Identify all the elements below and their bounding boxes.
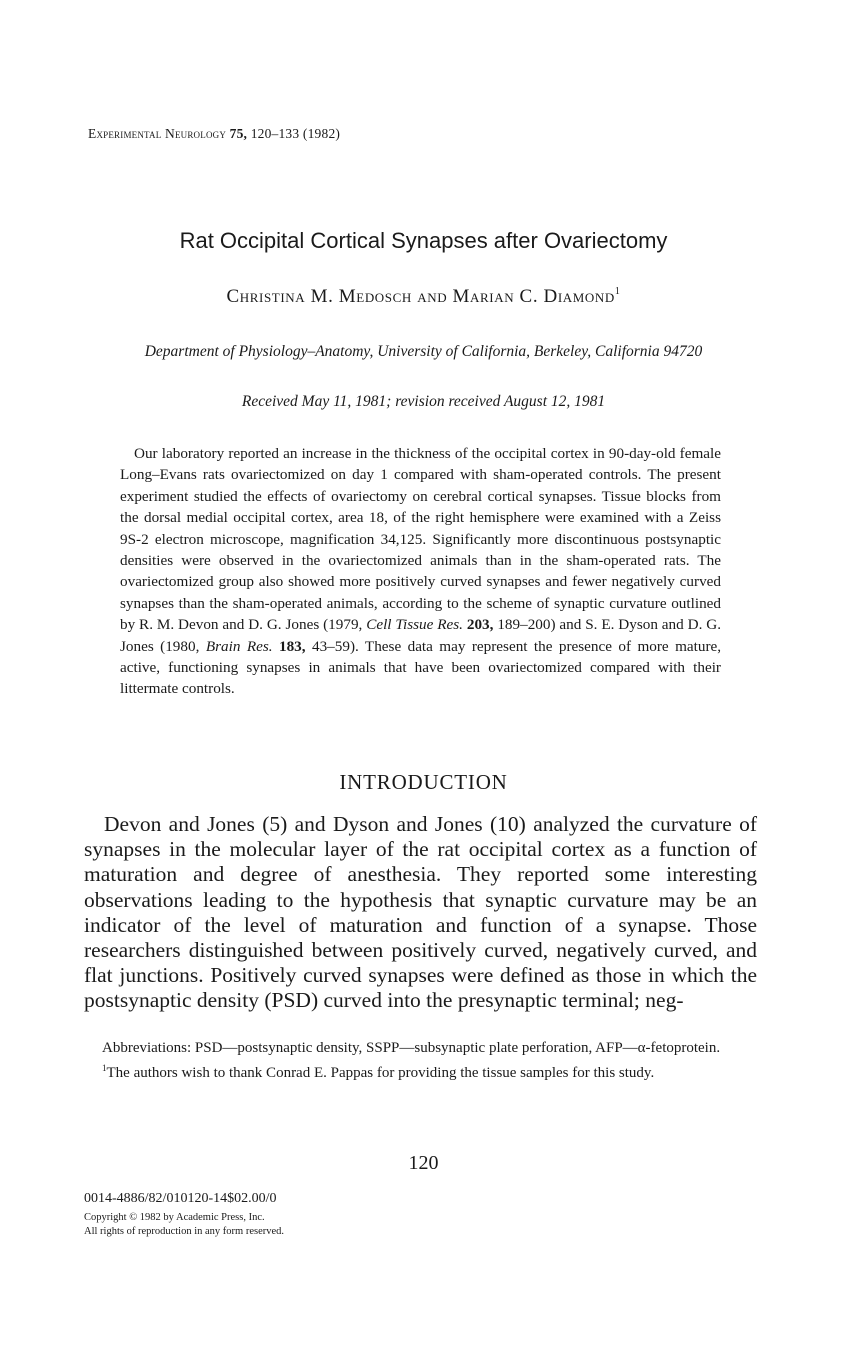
abstract-ref2-volume: 183, — [278, 637, 306, 655]
author-footnote-mark: 1 — [614, 286, 621, 297]
abstract-ref1-journal: Cell Tissue Res. — [366, 616, 463, 634]
abstract-paragraph — [120, 443, 721, 700]
page-number: 120 — [408, 1152, 439, 1174]
abstract-text-1: Our laboratory reported an increase in the thickness of the occipital cortex in 90-day-old female Long–Evans rats ovariectomized on day 1 compared with sham-operated controls. The present experiment studied the effects of ovariectomy on cerebral cortical synapses. Tissue blocks from the dorsal medial occipital cortex, area 18, of the right hemisphere were examined with a Zeiss 9S-2 electron microscope, magnification 34,125. Significantly more discontinuous postsynaptic densities were observed in the ovariectomized animals than in the sham-operated rats. The ovariectomized group also showed more positively curved synapses and fewer negatively curved synapses than the sham-operated animals, according to the scheme of synaptic curvature outlined by R. M. Devon and D. G. Jones (1979, — [120, 445, 721, 634]
article-title: Rat Occipital Cortical Synapses after Ovariectomy — [179, 228, 668, 253]
abstract — [120, 443, 721, 700]
abstract-text-3: 43–59). These data may represent the presence of more mature, active, functioning synapses in animals that have been ovariectomized compared with their littermate controls. — [120, 637, 722, 698]
author-line — [0, 286, 847, 308]
introduction-body — [84, 812, 757, 1014]
copyright-block — [84, 1211, 284, 1239]
journal-name: Experimental Neurology — [88, 126, 227, 141]
copyright-line: Copyright © 1982 by Academic Press, Inc. — [84, 1212, 265, 1223]
footnotes — [84, 1038, 757, 1083]
abstract-text-2: 189–200) and S. E. Dyson and D. G. Jones (1980, — [120, 616, 722, 655]
journal-volume: 75, — [229, 126, 248, 141]
section-heading-introduction: INTRODUCTION — [339, 770, 508, 794]
footnote-1 — [84, 1058, 757, 1083]
footnote-abbreviations: Abbreviations: PSD—postsynaptic density, SSPP—subsynaptic plate perforation, AFP—α-fetoprotein. — [102, 1040, 721, 1056]
rights-line: All rights of reproduction in any form reserved. — [84, 1226, 285, 1237]
journal-pages-year: 120–133 (1982) — [250, 126, 341, 141]
abstract-ref2-journal: Brain Res. — [205, 637, 273, 655]
footnote-1-mark: 1 — [102, 1063, 107, 1073]
authors: Christina M. Medosch and Marian C. Diamond — [226, 286, 615, 307]
issn-code: 0014-4886/82/010120-14$02.00/0 — [84, 1191, 277, 1206]
received-dates: Received May 11, 1981; revision received August 12, 1981 — [241, 393, 606, 410]
footnote-1-text: The authors wish to thank Conrad E. Pappas for providing the tissue samples for this study. — [106, 1065, 655, 1081]
journal-header — [88, 126, 340, 142]
affiliation: Department of Physiology–Anatomy, University of California, Berkeley, California 94720 — [144, 343, 703, 360]
introduction-paragraph: Devon and Jones (5) and Dyson and Jones (10) analyzed the curvature of synapses in the molecular layer of the rat occipital cortex as a function of maturation and degree of anesthesia. They reported some interesting observations leading to the hypothesis that synaptic curvature may be an indicator of the level of maturation and function of a synapse. Those researchers distinguished between positively curved, negatively curved, and flat junctions. Positively curved synapses were defined as those in which the postsynaptic density (PSD) curved into the presynaptic terminal; neg- — [84, 812, 757, 1013]
abstract-ref1-volume: 203, — [466, 616, 494, 634]
